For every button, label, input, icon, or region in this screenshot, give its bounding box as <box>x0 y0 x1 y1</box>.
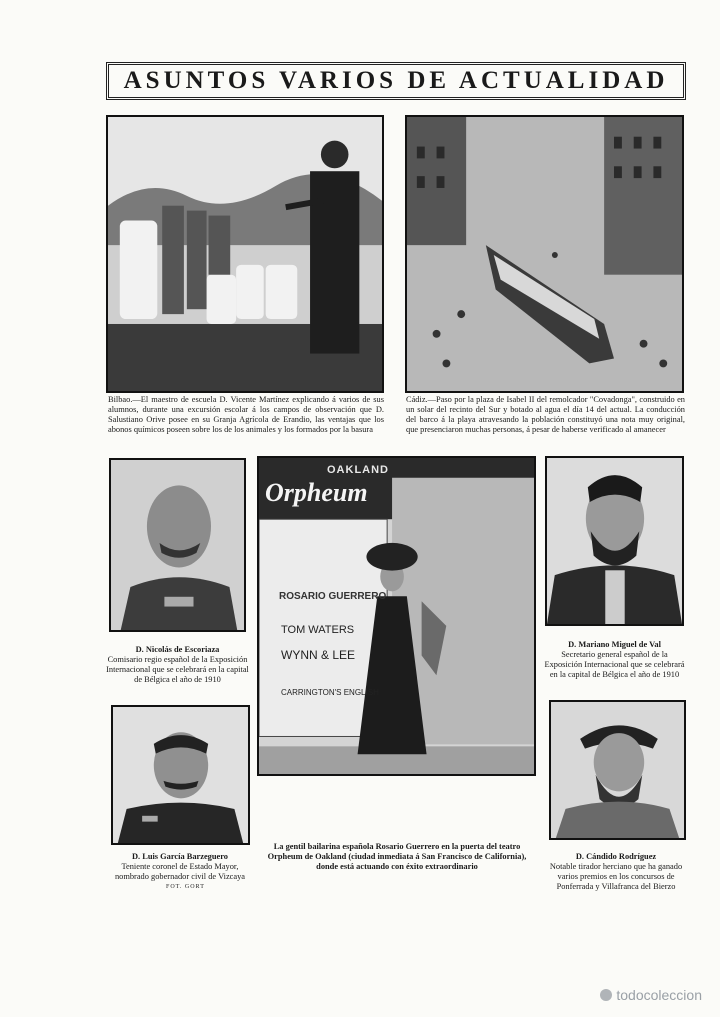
poster-oakland: OAKLAND <box>327 464 389 476</box>
escoriaza-portrait <box>109 458 246 632</box>
rodriguez-description: Notable tirador herciano que ha ganado varios premios en los concursos de Ponferrada y Villafranca del Bierzo <box>549 862 683 891</box>
page-title-box <box>106 62 686 100</box>
rodriguez-caption <box>543 852 689 892</box>
val-caption <box>543 640 686 680</box>
bilbao-caption: Bilbao.—El maestro de escuela D. Vicente Martínez explicando á varios de sus alumnos, durante una excursión escolar á los campos de observación que D. Salustiano Orive posee en su Granja Agrícola de Erandio, las ventajas que los abonos químicos poseen sobre los de los animales y los formados por la basura <box>108 395 384 434</box>
escoriaza-caption <box>106 645 249 685</box>
watermark-logo-icon <box>600 989 612 1001</box>
val-name: D. Mariano Miguel de Val <box>568 640 661 649</box>
bilbao-photo <box>106 115 384 393</box>
watermark-text: todocoleccion <box>616 987 702 1003</box>
val-portrait <box>545 456 684 626</box>
barzeguero-portrait <box>111 705 250 845</box>
guerrero-caption: La gentil bailarina española Rosario Guerrero en la puerta del teatro Orpheum de Oakland (ciudad inmediata á San Francisco de California), donde está actuando con éxito extraordinario <box>267 842 527 871</box>
val-description: Secretario general español de la Exposición Internacional que se celebrará en la capital de Bélgica el año de 1910 <box>544 650 685 679</box>
escoriaza-description: Comisario regio español de la Exposición Internacional que se celebrará en la capital de Bélgica el año de 1910 <box>106 655 249 684</box>
poster-rosario: ROSARIO GUERRERO <box>279 591 387 602</box>
rodriguez-name: D. Cándido Rodríguez <box>575 852 657 861</box>
poster-orpheum: Orpheum <box>265 478 368 507</box>
page-title: ASUNTOS VARIOS DE ACTUALIDAD <box>123 67 669 94</box>
poster-wynn: WYNN & LEE <box>281 648 356 662</box>
escoriaza-name: D. Nicolás de Escoriaza <box>135 645 220 654</box>
barzeguero-caption <box>106 852 254 882</box>
poster-waters: TOM WATERS <box>281 624 355 636</box>
cadiz-photo <box>405 115 684 393</box>
cadiz-caption: Cádiz.—Paso por la plaza de Isabel II del remolcador "Covadonga", construido en un solar del recinto del Sur y botado al agua el día 14 del actual. La conducción del barco á la playa atravesando la población constituyó una nota muy original, que presenciaron muchas personas, á pesar de haberse verificado al amanecer <box>406 395 685 434</box>
rodriguez-portrait <box>549 700 686 840</box>
poster-bottom: CARRINGTON'S ENGLISH <box>281 688 379 697</box>
guerrero-photo <box>257 456 536 776</box>
barzeguero-description: Teniente coronel de Estado Mayor, nombrado gobernador civil de Vizcaya <box>114 862 246 881</box>
photo-credit: FOT. GORT <box>166 884 205 890</box>
watermark <box>600 987 702 1003</box>
barzeguero-name: D. Luis García Barzeguero <box>132 852 228 861</box>
